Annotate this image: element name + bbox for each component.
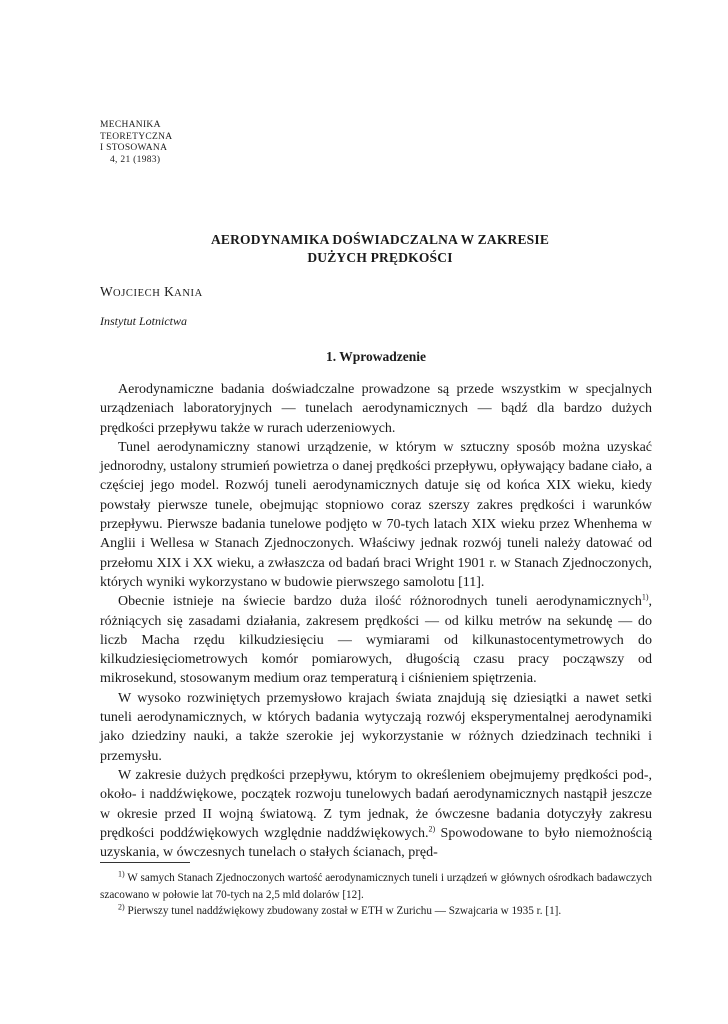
- journal-volume: 4, 21 (1983): [110, 154, 161, 165]
- article-title-line1: AERODYNAMIKA DOŚWIADCZALNA W ZAKRESIE: [210, 232, 550, 247]
- footnote-ref-1: 1): [641, 592, 649, 602]
- footnote-divider: [100, 862, 190, 863]
- journal-name-line2: TEORETYCZNA: [100, 131, 173, 142]
- author-first-rest: OJCIECH: [113, 288, 161, 299]
- author-affiliation: Instytut Lotnictwa: [100, 314, 187, 328]
- article-title: [110, 231, 650, 267]
- journal-name-line3: I STOSOWANA: [100, 143, 168, 153]
- journal-name-line1: MECHANIKA: [100, 120, 161, 130]
- footnote-1-mark: 1): [118, 869, 125, 879]
- footnote-1: [100, 870, 652, 903]
- footnote-2-text: Pierwszy tunel naddźwiękowy zbudowany został w ETH w Zurichu — Szwajcaria w 1935 r. [1].: [124, 905, 562, 917]
- author-last-initial: K: [164, 284, 175, 299]
- author-name: [100, 284, 203, 300]
- footnote-ref-2: 2): [428, 824, 436, 834]
- body-text: [100, 380, 652, 862]
- author-first-initial: W: [100, 284, 114, 299]
- paragraph-3-part-a: Obecnie istnieje na świecie bardzo duża ilość różnorodnych tuneli aerodynamicznych: [118, 594, 642, 610]
- paragraph-2: Tunel aerodynamiczny stanowi urządzenie, w którym w sztuczny sposób można uzyskać jednorodny, ustalony strumień powietrza o danej prędkości przepływu, opływający badane ciało, a częściej jego model. Rozwój tuneli aerodynamicznych datuje się od końca XIX wieku, kiedy powstały pierwsze tunele, obejmując stopniowo coraz szerszy zakres prędkości i warunków przepływu. Pierwsze badania tunelowe podjęto w 70-tych latach XIX wieku przez Whenhema w Anglii i Wellesa w Stanach Zjednoczonych. Właściwy jednak rozwój tuneli należy datować od przełomu XIX i XX wieku, a zwłaszcza od badań braci Wright 1901 r. w Stanach Zjednoczonych, których wyniki wykorzystano w budowie pierwszego samolotu [11].: [100, 439, 652, 590]
- footnote-1-text: W samych Stanach Zjednoczonych wartość aerodynamicznych tuneli i urządzeń w głównych ośrodkach badawczych szacowano w połowie lat 70-tych na 2,5 mld dolarów [12].: [100, 872, 652, 901]
- paragraph-5: [100, 766, 652, 862]
- footnote-2-mark: 2): [118, 902, 125, 912]
- paragraph-3: [100, 592, 652, 688]
- section-heading: 1. Wprowadzenie: [325, 349, 426, 364]
- paragraph-4: W wysoko rozwiniętych przemysłowo krajach świata znajdują się dziesiątki a nawet setki tuneli aerodynamicznych, w których badania wytyczają rozwój eksperymentalnej aerodynamiki jako dziedziny nauki, a także szerokie jej wykorzystanie w różnych dziedzinach techniki i przemysłu.: [100, 690, 652, 764]
- footnote-2: [100, 903, 652, 920]
- paragraph-1: Aerodynamiczne badania doświadczalne prowadzone są przede wszystkim w specjalnych urządzeniach laboratoryjnych — tunelach aerodynamicznych — bądź dla bardzo dużych prędkości przepływu także w rurach uderzeniowych.: [100, 382, 652, 436]
- footnotes: [100, 870, 652, 920]
- paragraph-3-part-b: , różniących się zasadami działania, zakresem prędkości — od kilku metrów na sekundę — do liczb Macha rzędu kilkudziesięciu — wymiarami od kilkunastocentymetrowych do kilkudziesięciometrowych komór pomiarowych, długością czasu pracy począwszy od mikrosekund, stosowanym medium oraz temperaturą i ciśnieniem spiętrzenia.: [100, 594, 652, 687]
- article-title-line2: DUŻYCH PRĘDKOŚCI: [307, 250, 453, 265]
- paragraph-5-part-b: Spowodowane to było niemożnością uzyskania, w ówczesnych tunelach o stałych ścianach, pręd-: [100, 825, 652, 861]
- author-last-rest: ANIA: [174, 288, 203, 299]
- paragraph-5-part-a: W zakresie dużych prędkości przepływu, którym to określeniem obejmujemy prędkości pod-, około- i naddźwiękowe, początek rozwoju tunelowych badań aerodynamicznych nastąpił jeszcze w okresie przed II wojną światową. Z tym jednak, że ówczesne badania dotyczyły zakresu prędkości poddźwiękowych względnie naddźwiękowych.: [100, 767, 652, 841]
- journal-header: [100, 120, 172, 166]
